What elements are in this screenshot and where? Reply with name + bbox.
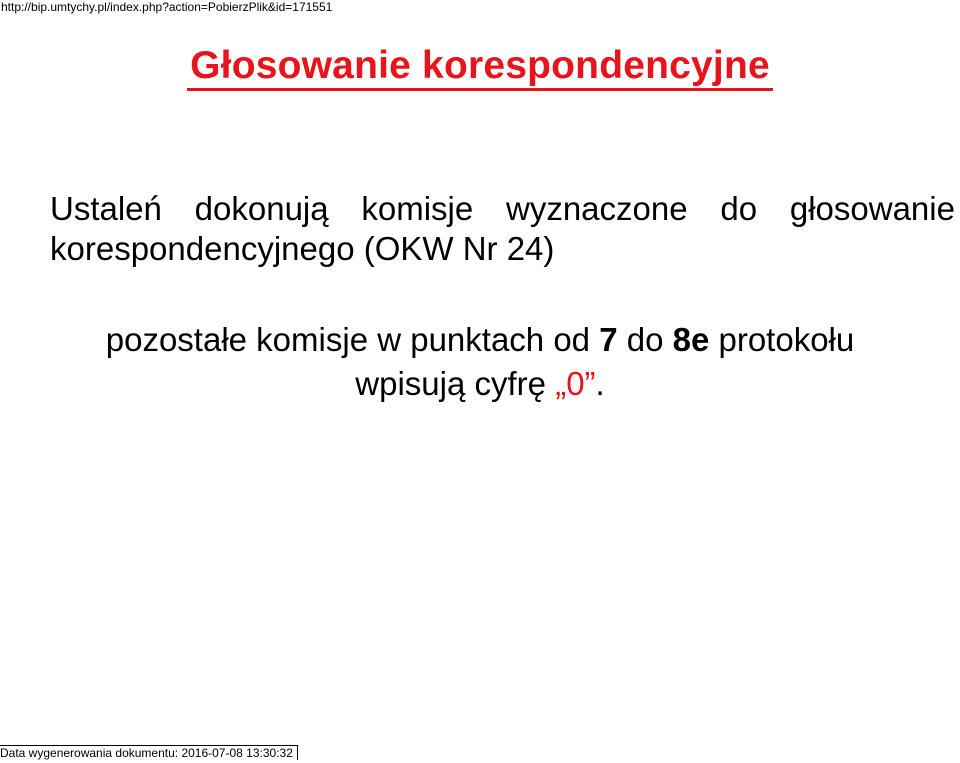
close-quote: ” [584, 365, 596, 402]
digit-zero: 0 [566, 365, 585, 402]
instruction-line1 [0, 318, 960, 362]
generation-date: Data wygenerowania dokumentu: 2016-07-08 13:30:32 [0, 745, 298, 760]
document-url: http://bip.umtychy.pl/index.php?action=PobierzPlik&id=171551 [1, 0, 333, 14]
title-container [0, 44, 960, 91]
period: . [595, 365, 605, 402]
instruction-text: pozostałe komisje w punktach od [105, 321, 600, 358]
intro-word: Ustaleń [50, 190, 162, 227]
instruction-number-from: 7 [599, 321, 618, 358]
intro-word: głosowanie [789, 190, 955, 227]
intro-word: dokonują [194, 190, 329, 227]
instruction-text: protokołu [709, 321, 855, 358]
instruction-text: wpisują cyfrę [355, 365, 556, 402]
intro-word: wyznaczone [506, 190, 688, 227]
instruction-number-to: 8e [672, 321, 710, 358]
open-quote: „ [555, 365, 567, 402]
intro-word: do [720, 190, 758, 227]
instruction-text: do [617, 321, 673, 358]
paragraph-intro [50, 189, 955, 269]
instruction-line2 [0, 362, 960, 406]
document-title: Głosowanie korespondencyjne [187, 44, 773, 91]
intro-word: komisje [361, 190, 474, 227]
paragraph-instruction [0, 318, 960, 406]
paragraph-intro-line2: korespondencyjnego (OKW Nr 24) [50, 230, 555, 267]
paragraph-intro-line1 [50, 189, 955, 229]
